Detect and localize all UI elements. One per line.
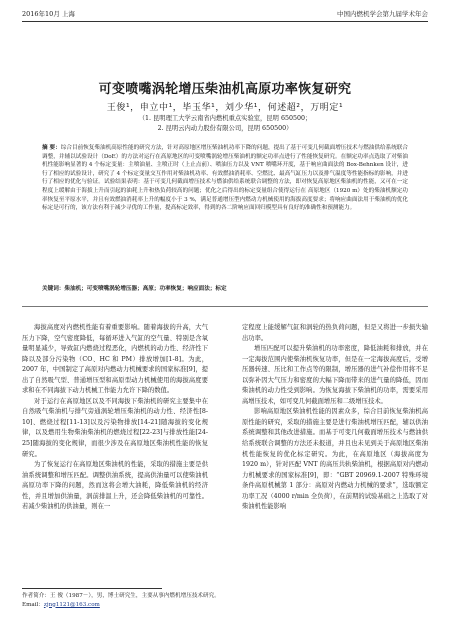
body-paragraph: 定程度上能缓解气缸和涡轮的热负荷问题，但是又将进一步损失输出功率。 (242, 324, 428, 342)
footnote-email-label: Email： (22, 601, 44, 608)
keywords-label: 关键词： (42, 286, 65, 292)
abstract-text: 综合目前恢复柴油机高原性能的研究方法，针对高原地区增压柴油机功率下降的问题，提出了基于可变几何截面增压技术与燃油供给系统联合调整，并辅以试验设计（DoE）的方法对运行在高原地区的可变喷嘴涡轮增压柴油机的额定功率点进行了性能恢复研究。在额定功率点选取了对柴油机性能影响显著的 4 个标定变量：主喷油量、主喷正时（上止点前）、喷油压力以及 VNT 喷嘴环开度，基于响应曲面法的 Box-Behnken 设计，进行了相应的试验设计，研究了 4 个标定变量交互作用对柴油机功率、有效燃油消耗率、空燃比、最高气缸压力以及排气温度等性能指标的影响，并进行了相应的优化与验证。试验结果表明：基于可变几何截面增压技术与燃油供给系统联合调整的方法，即对恢复高原地区柴油机的性能，又可在一定程度上缓解由于海拔上升而引起的油耗上升和热负荷较高的问题；优化之后得出的标定变量组合使得运行在 高原地区（1920 m）处的柴油机额定功率恢复至平原水平，并且有效燃油消耗率上升的幅度小于 3 %，满足普通增压型内燃动力机械使用的海拔高度要求；将响应曲面法用于柴油机的优化标定是可行的，该方法有利于减少寻优的工作量，提高标定效率，得到的各二阶响应面回归模型具有良好的准确性和预测能力。 (42, 145, 408, 212)
body-paragraph: 增压匹配可以提升柴油机的功率密度，降低油耗和排放，并在一定海拔范围内使柴油机恢复功率，但是在一定海拔高度后，受增压器转速、压比和工作点等的限制，增压器的进气补偿作用将不足以弥补因大气压力和密度的大幅下降而带来的进气量的降低，因而柴油机的动力性受到影响。为恢复海拔下柴油机的功率，需要采用高增压技术，如可变几何截面增压和二级增压技术。 (242, 345, 428, 405)
author-list: 王俊¹，申立中¹，毕玉华¹，刘少华¹，何述超²，万明定¹ (106, 103, 344, 113)
running-header-left: 2016年10月 上海 (22, 9, 75, 18)
footnote (22, 592, 422, 609)
abstract-divider (22, 306, 428, 307)
body-paragraph: 海拔高度对内燃机性能有着重要影响。随着海拔的升高，大气压力下降，空气密度降低，每循环进入气缸的空气量、特别是含氧量明显减少，导致缸内燃烧过程恶化，内燃机的动力性、经济性下降以及部分污染物（CO、HC 和 PM）排放增加[1-8]。为此，2007 年，中国制定了高原对内燃动力机械要求的国家标准[9]，提出了自然吸气型、普通增压型和高原型动力机械使用的海拔高度要求和在不同海拔下动力机械工作能力允许下降的数值。 (22, 324, 208, 395)
running-header (22, 7, 428, 19)
affiliation-line: 2. 昆明云内动力股份有限公司，昆明 650500） (157, 125, 293, 132)
footnote-email-link[interactable]: zjng1121@163.com (43, 601, 100, 608)
keywords-text: 柴油机；可变喷嘴涡轮增压器；高原；功率恢复；响应面法；标定 (64, 286, 227, 292)
footnote-divider (22, 588, 162, 589)
body-paragraph: 影响高原地区柴油机性能的因素众多，综合目前恢复柴油机高原性能的研究，采取的措施主要是进行柴油机增压匹配，辅以供油系统调整和其他改进措施。而基于可变几何截面增压技术与燃油供给系统联合调整的方法还未报道，并且也未见到关于高原地区柴油机性能恢复的优化标定研究。为此，在高原地区（海拔高度为 1920 m），针对匹配 VNT 的高压共轨柴油机，根据高原对内燃动力机械要求的国家标准[9]，即：“GBT 20969.1-2007 特殊环境条件高原机械第 1 部分：高原对内燃动力机械的要求”，选取额定功率工况（4000 r/min 全负荷），在前期的试验基础之上选取了对柴油机性能影响 (242, 408, 428, 511)
footnote-author: 作者简介：王 俊（1987－），男，博士研究生，主要从事内燃机增压技术研究。 (22, 593, 220, 599)
keywords (42, 285, 408, 294)
affiliation-line: （1. 昆明理工大学云南省内燃机重点实验室，昆明 650500； (138, 115, 312, 122)
header-divider (22, 21, 428, 22)
abstract-label: 摘 要： (42, 145, 61, 151)
affiliations (0, 114, 450, 134)
abstract (42, 144, 408, 213)
running-header-right: 中国内燃机学会第九届学术年会 (337, 9, 428, 18)
paper-title: 可变喷嘴涡轮增压柴油机高原功率恢复研究 (98, 82, 352, 97)
body-paragraph: 对于运行在高原地区以及不同海拔下柴油机的研究主要集中在自然吸气柴油机与排气旁通涡轮增压柴油机的动力性、经济性[8-10]、燃烧过程[11-13]以及污染物排放[14-21]随海拔的变化规律，以及燃用生物柴油柴油机的燃烧过程[22-23]与排放性能[24-25]随海拔的变化规律，而很少涉及在高原地区柴油机性能的恢复研究。 (22, 397, 208, 458)
body-column-right (242, 323, 428, 513)
body-column-left (22, 323, 208, 513)
body-paragraph: 为了恢复运行在高原地区柴油机的性能，采取的措施主要是供油系统调整和增压匹配。调整供油系统，提高供油量可以使柴油机高原功率下降的问题，然而这将会增大油耗，降低柴油机的经济性，并且增加供油量，涡前排温上升，还会降低柴油机的可靠性。若减少柴油机的供油量，则在一 (22, 461, 208, 511)
